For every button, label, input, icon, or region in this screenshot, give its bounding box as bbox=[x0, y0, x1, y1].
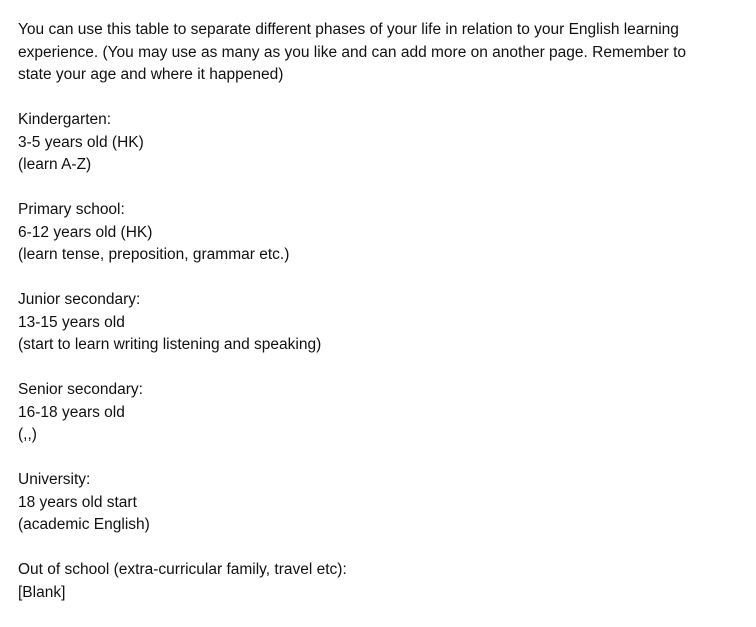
intro-line: state your age and where it happened) bbox=[18, 66, 284, 83]
section-heading: Kindergarten: bbox=[18, 111, 112, 128]
section-primary-school bbox=[18, 199, 746, 267]
section-heading: Senior secondary: bbox=[18, 381, 143, 398]
section-age: 3-5 years old (HK) bbox=[18, 133, 144, 151]
section-heading: Out of school (extra-curricular family, travel etc): bbox=[18, 561, 347, 578]
section-note: [Blank] bbox=[18, 583, 66, 601]
section-age: 18 years old start bbox=[18, 493, 137, 511]
section-note: (,,) bbox=[18, 426, 37, 443]
section-note: (start to learn writing listening and speaking) bbox=[18, 336, 322, 353]
section-heading: Junior secondary: bbox=[18, 291, 141, 308]
section-age: 16-18 years old bbox=[18, 403, 125, 421]
section-note: (learn A-Z) bbox=[18, 156, 92, 173]
section-age: 13-15 years old bbox=[18, 313, 125, 331]
section-kindergarten bbox=[18, 109, 746, 177]
section-heading: Primary school: bbox=[18, 201, 125, 218]
section-university bbox=[18, 469, 746, 537]
section-note: (learn tense, preposition, grammar etc.) bbox=[18, 246, 290, 263]
section-age: 6-12 years old (HK) bbox=[18, 223, 153, 241]
section-note: (academic English) bbox=[18, 516, 150, 533]
intro-paragraph bbox=[18, 19, 746, 87]
section-senior-secondary bbox=[18, 379, 746, 447]
document-body bbox=[18, 19, 746, 627]
section-out-of-school bbox=[18, 559, 746, 604]
section-junior-secondary bbox=[18, 289, 746, 357]
intro-line: You can use this table to separate different phases of your life in relation to your English learning bbox=[18, 21, 679, 38]
intro-line: experience. (You may use as many as you like and can add more on another page. Remember to bbox=[18, 43, 687, 61]
section-heading: University: bbox=[18, 471, 91, 488]
